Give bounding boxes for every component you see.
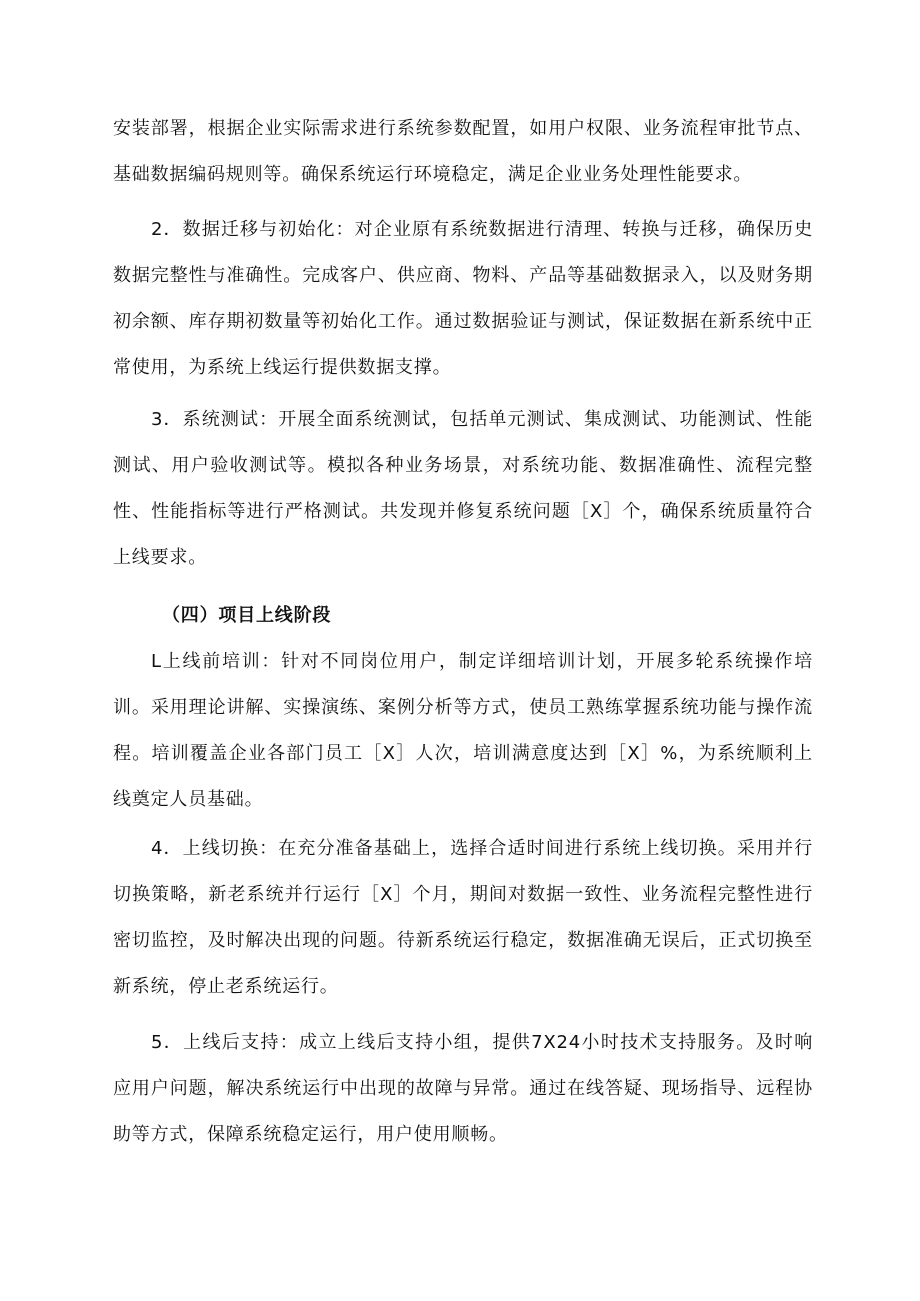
section-heading: （四）项目上线阶段 [162,605,332,626]
paragraph-deployment: 安装部署，根据企业实际需求进行系统参数配置，如用户权限、业务流程审批节点、基础数据编码规则等。确保系统运行环境稳定，满足企业业务处理性能要求。 [113,118,813,185]
paragraph-training: L上线前培训：针对不同岗位用户，制定详细培训计划，开展多轮系统操作培训。采用理论讲解、实操演练、案例分析等方式，使员工熟练掌握系统功能与操作流程。培训覆盖企业各部门员工［X］人次，培训满意度达到［X］%，为系统顺利上线奠定人员基础。 [113,651,813,810]
paragraph-system-testing: 3．系统测试：开展全面系统测试，包括单元测试、集成测试、功能测试、性能测试、用户验收测试等。模拟各种业务场景，对系统功能、数据准确性、流程完整性、性能指标等进行严格测试。共发现并修复系统问题［X］个，确保系统质量符合上线要求。 [113,409,813,568]
paragraph-post-launch-support: 5．上线后支持：成立上线后支持小组，提供7X24小时技术支持服务。及时响应用户问题，解决系统运行中出现的故障与异常。通过在线答疑、现场指导、远程协助等方式，保障系统稳定运行，用户使用顺畅。 [113,1032,813,1145]
paragraph-data-migration: 2．数据迁移与初始化：对企业原有系统数据进行清理、转换与迁移，确保历史数据完整性与准确性。完成客户、供应商、物料、产品等基础数据录入，以及财务期初余额、库存期初数量等初始化工作。通过数据验证与测试，保证数据在新系统中正常使用，为系统上线运行提供数据支撑。 [113,219,813,378]
paragraph-go-live-switch: 4．上线切换：在充分准备基础上，选择合适时间进行系统上线切换。采用并行切换策略，新老系统并行运行［X］个月，期间对数据一致性、业务流程完整性进行密切监控，及时解决出现的问题。待新系统运行稳定，数据准确无误后，正式切换至新系统，停止老系统运行。 [113,838,813,997]
